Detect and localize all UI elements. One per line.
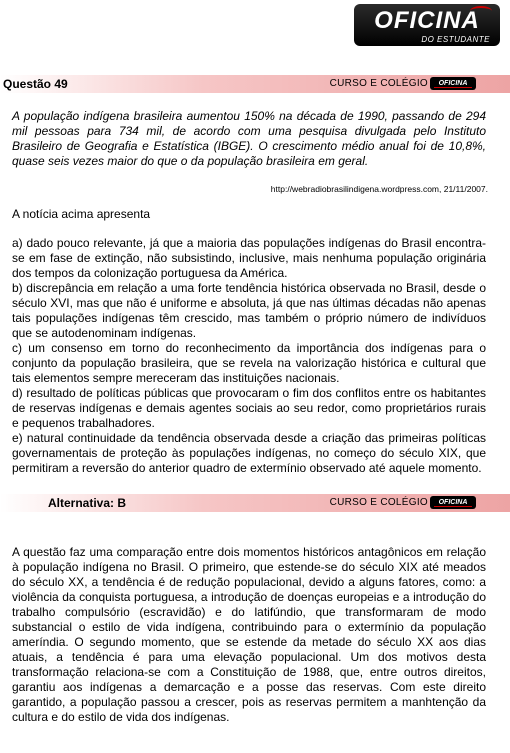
logo-swoosh-icon	[470, 6, 492, 16]
option-c: c) um consenso em torno do reconhecimento da importância dos indígenas para o conjunto da população brasileira, que se revela na valorização histórica e cultural que tais elementos sempre mereceram das instituições nacionais.	[12, 341, 486, 385]
option-d: d) resultado de políticas públicas que provocaram o fim dos conflitos entre os habitantes de reservas indígenas e demais agentes sociais ao seu redor, como proprietários rurais e pequenos trabalhadores.	[12, 386, 486, 430]
question-header-bar	[0, 75, 510, 93]
answer-label: Alternativa: B	[48, 496, 127, 510]
mini-logo: OFICINA	[430, 77, 476, 90]
logo-subtitle: DO ESTUDANTE	[421, 35, 490, 44]
school-label: CURSO E COLÉGIO	[329, 497, 428, 508]
quote-source: http://webradiobrasilindigena.wordpress.com, 21/11/2007.	[270, 184, 488, 194]
answer-header-bar	[0, 494, 510, 512]
option-b: b) discrepância em relação a uma forte tendência histórica observada no Brasil, desde o século XVI, mas que não é uniforme e absoluta, já que nas últimas décadas não apenas tais populações indígenas têm crescido, mas também o próprio número de indivíduos que se autodenominam indígenas.	[12, 281, 486, 340]
school-label: CURSO E COLÉGIO	[329, 78, 428, 89]
question-number: Questão 49	[3, 77, 68, 91]
question-quote: A população indígena brasileira aumentou 150% na década de 1990, passando de 294 mil pessoas para 734 mil, de acordo com uma pesquisa divulgada pelo Instituto Brasileiro de Geografia e Estatística (IBGE). O crescimento médio anual foi de 10,8%, quase seis vezes maior do que o da população brasileira em geral.	[12, 109, 486, 168]
oficina-logo	[354, 4, 500, 46]
option-a: a) dado pouco relevante, já que a maioria das populações indígenas do Brasil encontra-se em fase de extinção, não subsistindo, inclusive, mais nenhuma população originária dos tempos da colonização portuguesa da América.	[12, 236, 486, 280]
logo-word: OFICINA	[374, 7, 480, 34]
mini-logo: OFICINA	[430, 496, 476, 509]
question-intro: A notícia acima apresenta	[12, 207, 151, 221]
option-e: e) natural continuidade da tendência observada desde a criação das primeiras políticas governamentais de proteção às populações indígenas, no começo do século XIX, que permitiram a reversão do anterior quadro de extermínio observado até aquele momento.	[12, 431, 486, 475]
answer-explanation: A questão faz uma comparação entre dois momentos históricos antagônicos em relação à população indígena no Brasil. O primeiro, que estende-se do século XIX até meados do século XX, a tendência é de redução populacional, devido a alguns fatores, como: a violência da conquista portuguesa, a introdução de doenças europeias e a introdução do trabalho compulsório (escravidão) e do latifúndio, que transformaram de modo substancial o estilo de vida indígena, contribuindo para o extermínio da população ameríndia. O segundo momento, que se estende da metade do século XX aos dias atuais, a tendência é para uma elevação populacional. Um dos motivos desta transformação relaciona-se com a Constituição de 1988, que, entre outros direitos, garantiu aos indígenas a demarcação e a posse das reservas. Com este direito garantido, a população passou a crescer, pois as reservas permitem a manhtenção da cultura e do estilo de vida dos indígenas.	[12, 545, 486, 724]
answer-options	[12, 236, 486, 476]
